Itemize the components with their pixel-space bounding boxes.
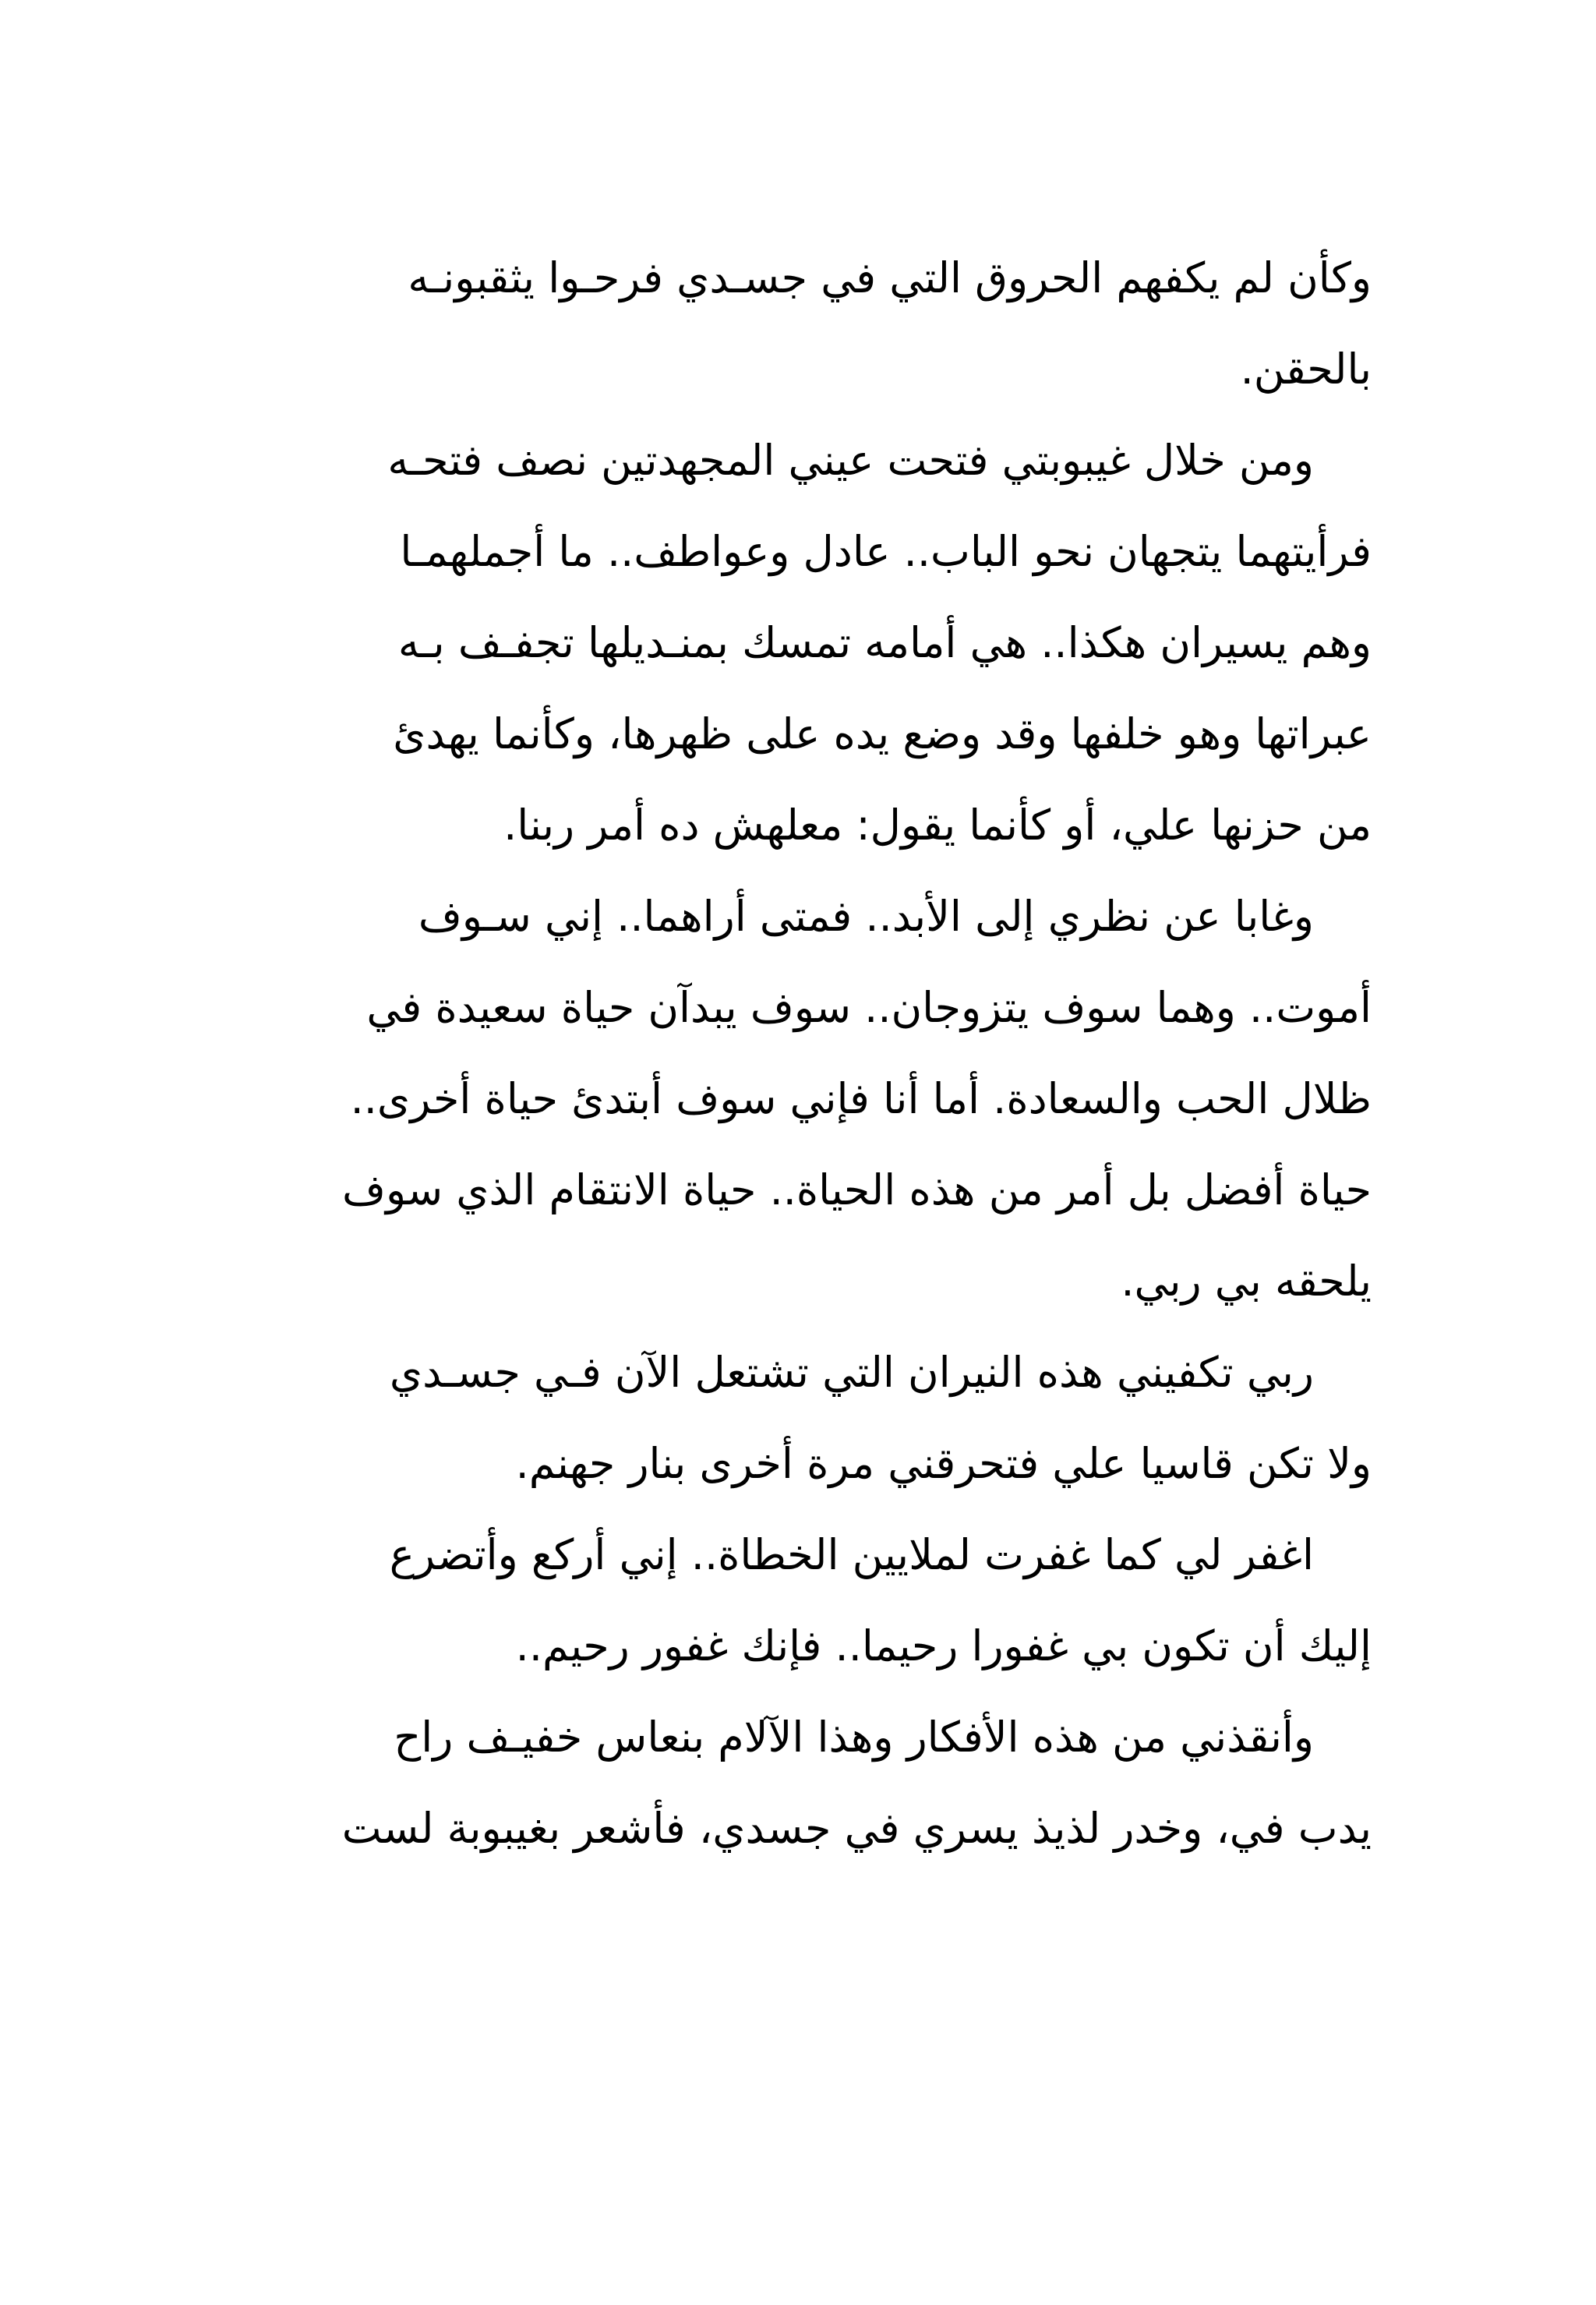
text-line: أموت.. وهما سوف يتزوجان.. سوف يبدآن حياة سعيدة في: [366, 983, 1372, 1032]
text-line: ولا تكن قاسيا علي فتحرقني مرة أخرى بنار جهنم.: [515, 1439, 1372, 1488]
text-line: وهم يسيران هكذا.. هي أمامه تمسك بمنـديلها تجفـف بـه: [397, 618, 1372, 667]
text-line: وكأن لم يكفهم الحروق التي في جسـدي فرحـوا يثقبونـه: [408, 253, 1372, 302]
text-line: فرأيتهما يتجهان نحو الباب.. عادل وعواطف.. ما أجملهمـا: [400, 527, 1372, 576]
text-line: وأنقذني من هذه الأفكار وهذا الآلام بنعاس خفيـف راح: [394, 1713, 1314, 1762]
text-line: ومن خلال غيبوبتي فتحت عيني المجهدتين نصف فتحـه: [387, 436, 1314, 485]
text-line: ربي تكفيني هذه النيران التي تشتعل الآن فـي جسـدي: [389, 1348, 1314, 1397]
text-line: إليك أن تكون بي غفورا رحيما.. فإنك غفور رحيم..: [515, 1621, 1372, 1670]
text-line: من حزنها علي، أو كأنما يقول: معلهش ده أمر ربنا.: [503, 801, 1372, 850]
text-line: حياة أفضل بل أمر من هذه الحياة.. حياة الانتقام الذي سوف: [341, 1165, 1372, 1214]
text-line: بالحقن.: [1240, 345, 1372, 394]
text-line: يدب في، وخدر لذيذ يسري في جسدي، فأشعر بغيبوبة لست: [341, 1804, 1372, 1853]
text-line: اغفر لي كما غفرت لملايين الخطاة.. إني أركع وأتضرع: [389, 1530, 1314, 1579]
text-line: وغابا عن نظري إلى الأبد.. فمتى أراهما.. إني سـوف: [418, 892, 1314, 941]
body-text: [234, 232, 1372, 1874]
text-line: عبراتها وهو خلفها وقد وضع يده على ظهرها، وكأنما يهدئ: [393, 709, 1372, 758]
text-line: ظلال الحب والسعادة. أما أنا فإني سوف أبتدئ حياة أخرى..: [350, 1074, 1372, 1123]
text-line: يلحقه بي ربي.: [1121, 1257, 1372, 1306]
